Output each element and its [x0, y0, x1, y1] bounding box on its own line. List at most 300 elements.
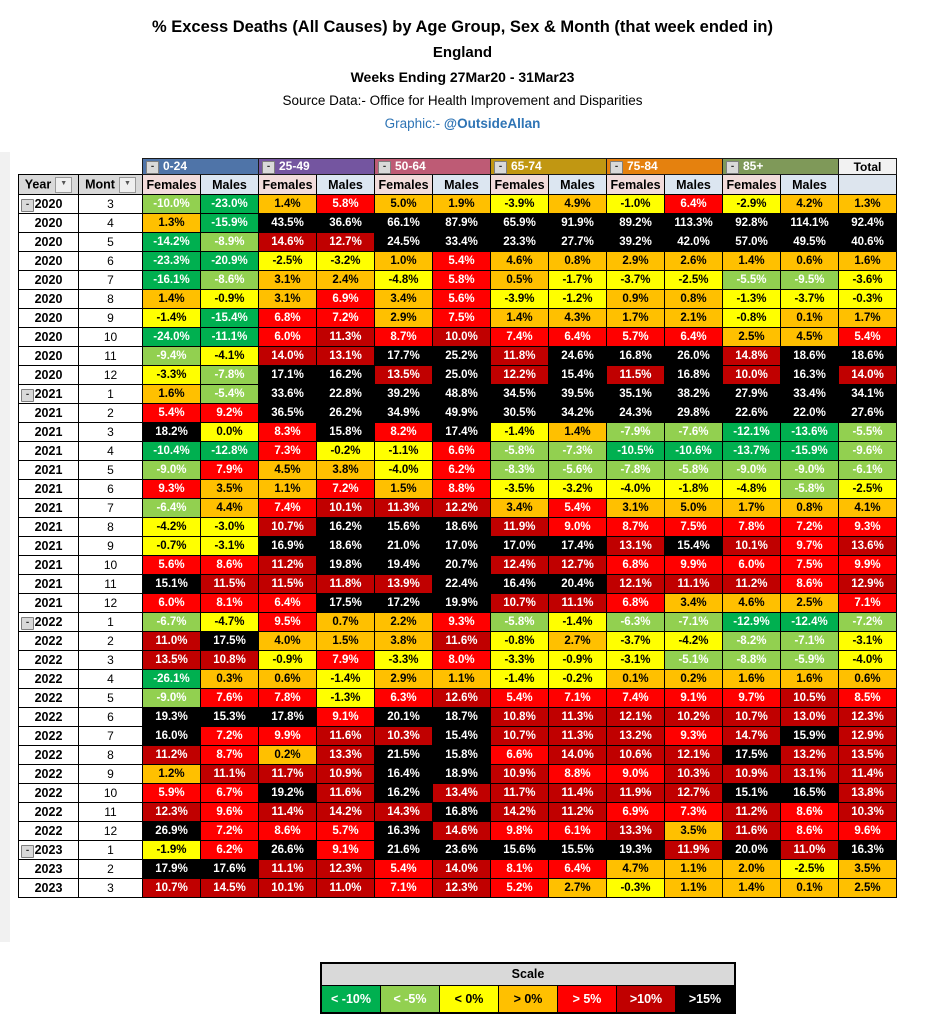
value-cell: 1.6%	[839, 252, 897, 271]
value-cell: -5.1%	[665, 651, 723, 670]
value-cell: 25.0%	[433, 366, 491, 385]
value-cell: 13.1%	[781, 765, 839, 784]
value-cell: 10.3%	[665, 765, 723, 784]
value-cell: -3.1%	[607, 651, 665, 670]
value-cell: 16.3%	[375, 822, 433, 841]
value-cell: 3.5%	[839, 860, 897, 879]
year-value: 2020	[34, 235, 63, 249]
value-cell: 1.5%	[375, 480, 433, 499]
value-cell: 15.6%	[491, 841, 549, 860]
year-cell	[19, 385, 79, 404]
value-cell: -0.8%	[491, 632, 549, 651]
value-cell: 4.5%	[781, 328, 839, 347]
value-cell: 26.6%	[259, 841, 317, 860]
value-cell: -0.9%	[259, 651, 317, 670]
value-cell: -12.8%	[201, 442, 259, 461]
value-cell: -10.0%	[143, 195, 201, 214]
value-cell: 9.0%	[549, 518, 607, 537]
year-cell	[19, 860, 79, 879]
value-cell: 22.8%	[317, 385, 375, 404]
value-cell: 11.9%	[665, 841, 723, 860]
table-row	[19, 214, 897, 233]
value-cell: 42.0%	[665, 233, 723, 252]
collapse-group-icon[interactable]: -	[262, 161, 275, 174]
value-cell: 11.0%	[781, 841, 839, 860]
table-row	[19, 423, 897, 442]
value-cell: 9.9%	[665, 556, 723, 575]
value-cell: 27.6%	[839, 404, 897, 423]
value-cell: 33.4%	[433, 233, 491, 252]
value-cell: 3.8%	[375, 632, 433, 651]
table-row	[19, 708, 897, 727]
table-row	[19, 537, 897, 556]
value-cell: 18.6%	[781, 347, 839, 366]
value-cell: 13.5%	[143, 651, 201, 670]
year-cell	[19, 214, 79, 233]
value-cell: 34.9%	[375, 404, 433, 423]
value-cell: 7.4%	[259, 499, 317, 518]
year-value: 2023	[34, 881, 63, 895]
value-cell: -11.1%	[201, 328, 259, 347]
value-cell: 10.7%	[491, 727, 549, 746]
value-cell: 0.8%	[781, 499, 839, 518]
table-row	[19, 480, 897, 499]
value-cell: 16.2%	[375, 784, 433, 803]
value-cell: -3.9%	[491, 290, 549, 309]
value-cell: 2.9%	[375, 670, 433, 689]
year-value: 2022	[34, 805, 63, 819]
value-cell: 8.6%	[201, 556, 259, 575]
value-cell: 10.6%	[607, 746, 665, 765]
value-cell: 3.1%	[259, 290, 317, 309]
year-filter-header	[19, 175, 79, 195]
collapse-year-icon[interactable]: -	[21, 199, 34, 212]
females-column-header: Females	[491, 175, 549, 195]
value-cell: -6.3%	[607, 613, 665, 632]
month-cell: 1	[79, 385, 143, 404]
year-cell	[19, 613, 79, 632]
month-cell: 9	[79, 765, 143, 784]
value-cell: 11.9%	[607, 784, 665, 803]
value-cell: 14.8%	[723, 347, 781, 366]
credit-line	[0, 116, 925, 131]
value-cell: 6.7%	[201, 784, 259, 803]
value-cell: 9.3%	[665, 727, 723, 746]
value-cell: 5.4%	[433, 252, 491, 271]
males-column-header: Males	[781, 175, 839, 195]
value-cell: -7.8%	[607, 461, 665, 480]
value-cell: 9.6%	[201, 803, 259, 822]
scale-legend-title: Scale	[322, 964, 734, 986]
value-cell: -0.9%	[549, 651, 607, 670]
month-cell: 9	[79, 537, 143, 556]
value-cell: 20.1%	[375, 708, 433, 727]
value-cell: -3.1%	[839, 632, 897, 651]
value-cell: 13.2%	[781, 746, 839, 765]
month-filter-header-label: Mont	[85, 176, 115, 191]
year-value: 2021	[34, 558, 63, 572]
year-cell	[19, 632, 79, 651]
value-cell: 12.7%	[665, 784, 723, 803]
year-value: 2022	[34, 748, 63, 762]
value-cell: 17.8%	[259, 708, 317, 727]
value-cell: -2.5%	[781, 860, 839, 879]
value-cell: 2.0%	[723, 860, 781, 879]
table-row	[19, 195, 897, 214]
value-cell: -3.6%	[839, 271, 897, 290]
value-cell: 1.3%	[143, 214, 201, 233]
collapse-group-icon[interactable]: -	[494, 161, 507, 174]
value-cell: -5.5%	[723, 271, 781, 290]
value-cell: 7.3%	[665, 803, 723, 822]
value-cell: -9.0%	[723, 461, 781, 480]
year-value: 2023	[34, 843, 63, 857]
value-cell: 16.8%	[665, 366, 723, 385]
value-cell: -4.8%	[375, 271, 433, 290]
value-cell: 6.8%	[607, 556, 665, 575]
value-cell: -1.0%	[607, 195, 665, 214]
value-cell: -1.2%	[549, 290, 607, 309]
value-cell: -15.4%	[201, 309, 259, 328]
value-cell: -0.2%	[549, 670, 607, 689]
month-cell: 11	[79, 347, 143, 366]
scale-bin: < 0%	[439, 986, 498, 1012]
value-cell: 16.8%	[433, 803, 491, 822]
value-cell: -7.6%	[665, 423, 723, 442]
value-cell: -1.3%	[723, 290, 781, 309]
table-row	[19, 366, 897, 385]
collapse-year-icon[interactable]: -	[21, 389, 34, 402]
collapse-group-icon[interactable]: -	[726, 161, 739, 174]
value-cell: 8.6%	[781, 803, 839, 822]
filter-dropdown-icon[interactable]: ▼	[119, 177, 136, 193]
year-cell	[19, 841, 79, 860]
value-cell: 8.6%	[781, 822, 839, 841]
value-cell: 15.4%	[549, 366, 607, 385]
value-cell: 13.1%	[607, 537, 665, 556]
value-cell: 10.9%	[491, 765, 549, 784]
table-row	[19, 461, 897, 480]
year-cell	[19, 784, 79, 803]
year-value: 2021	[34, 539, 63, 553]
collapse-group-icon[interactable]: -	[610, 161, 623, 174]
value-cell: 26.0%	[665, 347, 723, 366]
table-row	[19, 860, 897, 879]
value-cell: 38.2%	[665, 385, 723, 404]
month-cell: 12	[79, 594, 143, 613]
value-cell: 4.9%	[549, 195, 607, 214]
age-group-label: 25-49	[279, 159, 310, 174]
year-cell	[19, 347, 79, 366]
value-cell: 16.3%	[781, 366, 839, 385]
males-column-header: Males	[665, 175, 723, 195]
value-cell: -4.2%	[665, 632, 723, 651]
value-cell: 17.4%	[433, 423, 491, 442]
value-cell: 11.4%	[549, 784, 607, 803]
value-cell: 10.0%	[723, 366, 781, 385]
month-cell: 8	[79, 518, 143, 537]
value-cell: -4.2%	[143, 518, 201, 537]
month-cell: 7	[79, 499, 143, 518]
table-row	[19, 252, 897, 271]
month-cell: 11	[79, 575, 143, 594]
value-cell: 8.1%	[201, 594, 259, 613]
value-cell: 21.6%	[375, 841, 433, 860]
value-cell: 4.2%	[781, 195, 839, 214]
table-row	[19, 879, 897, 898]
value-cell: -15.9%	[201, 214, 259, 233]
value-cell: 11.6%	[433, 632, 491, 651]
value-cell: 16.2%	[317, 518, 375, 537]
value-cell: 14.0%	[549, 746, 607, 765]
value-cell: 6.8%	[607, 594, 665, 613]
table-row	[19, 309, 897, 328]
value-cell: 11.7%	[491, 784, 549, 803]
value-cell: 6.4%	[549, 860, 607, 879]
year-value: 2021	[34, 577, 63, 591]
value-cell: 10.7%	[143, 879, 201, 898]
value-cell: 22.0%	[781, 404, 839, 423]
value-cell: 19.3%	[607, 841, 665, 860]
value-cell: 12.9%	[839, 575, 897, 594]
value-cell: 9.9%	[259, 727, 317, 746]
value-cell: 14.3%	[375, 803, 433, 822]
excess-deaths-table	[18, 158, 897, 898]
value-cell: -4.8%	[723, 480, 781, 499]
collapse-year-icon[interactable]: -	[21, 617, 34, 630]
value-cell: 1.6%	[781, 670, 839, 689]
month-cell: 7	[79, 271, 143, 290]
value-cell: 21.5%	[375, 746, 433, 765]
value-cell: 34.1%	[839, 385, 897, 404]
value-cell: 12.3%	[839, 708, 897, 727]
value-cell: 7.9%	[317, 651, 375, 670]
value-cell: 20.4%	[549, 575, 607, 594]
value-cell: 1.0%	[375, 252, 433, 271]
value-cell: 9.7%	[723, 689, 781, 708]
value-cell: -5.8%	[665, 461, 723, 480]
males-column-header: Males	[433, 175, 491, 195]
value-cell: 14.0%	[259, 347, 317, 366]
value-cell: -26.1%	[143, 670, 201, 689]
value-cell: 17.4%	[549, 537, 607, 556]
value-cell: 15.9%	[781, 727, 839, 746]
value-cell: 5.2%	[491, 879, 549, 898]
year-cell	[19, 537, 79, 556]
value-cell: 5.8%	[317, 195, 375, 214]
age-group-header-50-64	[375, 159, 491, 175]
value-cell: 7.2%	[317, 480, 375, 499]
value-cell: -5.8%	[491, 613, 549, 632]
value-cell: 3.1%	[607, 499, 665, 518]
value-cell: 7.3%	[259, 442, 317, 461]
value-cell: -3.5%	[491, 480, 549, 499]
month-cell: 12	[79, 822, 143, 841]
age-group-header-75-84	[607, 159, 723, 175]
value-cell: 8.7%	[607, 518, 665, 537]
value-cell: 12.4%	[491, 556, 549, 575]
value-cell: 2.9%	[607, 252, 665, 271]
month-cell: 4	[79, 214, 143, 233]
year-value: 2021	[34, 501, 63, 515]
value-cell: 9.1%	[665, 689, 723, 708]
filter-dropdown-icon[interactable]: ▼	[55, 177, 72, 193]
value-cell: -5.5%	[839, 423, 897, 442]
value-cell: 8.1%	[491, 860, 549, 879]
value-cell: 2.6%	[665, 252, 723, 271]
value-cell: 87.9%	[433, 214, 491, 233]
value-cell: 114.1%	[781, 214, 839, 233]
value-cell: -3.3%	[491, 651, 549, 670]
value-cell: 9.3%	[143, 480, 201, 499]
year-cell	[19, 442, 79, 461]
value-cell: 6.2%	[201, 841, 259, 860]
scale-bin: >15%	[675, 986, 734, 1012]
outline-gutter	[0, 152, 10, 942]
year-value: 2021	[34, 482, 63, 496]
value-cell: -0.3%	[607, 879, 665, 898]
age-band-row	[19, 159, 897, 175]
value-cell: 3.4%	[665, 594, 723, 613]
value-cell: 6.4%	[665, 195, 723, 214]
value-cell: 0.7%	[317, 613, 375, 632]
year-value: 2022	[34, 786, 63, 800]
value-cell: -12.1%	[723, 423, 781, 442]
value-cell: 13.3%	[317, 746, 375, 765]
value-cell: 11.6%	[723, 822, 781, 841]
value-cell: -23.3%	[143, 252, 201, 271]
value-cell: 5.0%	[375, 195, 433, 214]
table-row	[19, 575, 897, 594]
value-cell: 66.1%	[375, 214, 433, 233]
table-row	[19, 442, 897, 461]
value-cell: 0.6%	[839, 670, 897, 689]
year-value: 2020	[34, 273, 63, 287]
table-row	[19, 670, 897, 689]
value-cell: 0.9%	[607, 290, 665, 309]
value-cell: -24.0%	[143, 328, 201, 347]
females-column-header: Females	[259, 175, 317, 195]
month-cell: 6	[79, 480, 143, 499]
value-cell: -1.4%	[317, 670, 375, 689]
value-cell: 9.2%	[201, 404, 259, 423]
value-cell: -15.9%	[781, 442, 839, 461]
table-row	[19, 613, 897, 632]
year-cell	[19, 879, 79, 898]
value-cell: 1.7%	[839, 309, 897, 328]
value-cell: 15.8%	[433, 746, 491, 765]
value-cell: -7.2%	[839, 613, 897, 632]
year-cell	[19, 461, 79, 480]
value-cell: 5.0%	[665, 499, 723, 518]
value-cell: -20.9%	[201, 252, 259, 271]
value-cell: 12.1%	[607, 708, 665, 727]
value-cell: 15.6%	[375, 518, 433, 537]
value-cell: 14.0%	[839, 366, 897, 385]
table-body	[19, 195, 897, 898]
value-cell: 10.3%	[375, 727, 433, 746]
collapse-group-icon[interactable]: -	[378, 161, 391, 174]
value-cell: 11.2%	[549, 803, 607, 822]
value-cell: 39.2%	[375, 385, 433, 404]
value-cell: 2.2%	[375, 613, 433, 632]
table-row	[19, 499, 897, 518]
year-cell	[19, 746, 79, 765]
value-cell: 11.1%	[549, 594, 607, 613]
value-cell: 8.3%	[259, 423, 317, 442]
value-cell: 13.9%	[375, 575, 433, 594]
value-cell: 6.1%	[549, 822, 607, 841]
value-cell: -1.7%	[549, 271, 607, 290]
value-cell: -9.5%	[781, 271, 839, 290]
value-cell: 92.4%	[839, 214, 897, 233]
month-cell: 7	[79, 727, 143, 746]
value-cell: 39.5%	[549, 385, 607, 404]
band-spacer	[19, 159, 143, 175]
females-column-header: Females	[143, 175, 201, 195]
value-cell: -9.4%	[143, 347, 201, 366]
year-value: 2021	[34, 387, 63, 401]
value-cell: -1.4%	[491, 670, 549, 689]
value-cell: 1.4%	[259, 195, 317, 214]
month-cell: 4	[79, 670, 143, 689]
value-cell: -3.7%	[607, 632, 665, 651]
value-cell: 16.8%	[607, 347, 665, 366]
year-cell	[19, 309, 79, 328]
value-cell: 5.4%	[491, 689, 549, 708]
value-cell: -6.4%	[143, 499, 201, 518]
value-cell: 13.0%	[781, 708, 839, 727]
table-row	[19, 765, 897, 784]
value-cell: 12.3%	[143, 803, 201, 822]
year-cell	[19, 366, 79, 385]
value-cell: 9.5%	[259, 613, 317, 632]
value-cell: 6.8%	[259, 309, 317, 328]
year-filter-header-label: Year	[24, 176, 52, 191]
value-cell: 35.1%	[607, 385, 665, 404]
collapse-group-icon[interactable]: -	[146, 161, 159, 174]
value-cell: 12.7%	[317, 233, 375, 252]
value-cell: 4.5%	[259, 461, 317, 480]
month-cell: 2	[79, 404, 143, 423]
value-cell: -9.6%	[839, 442, 897, 461]
year-cell	[19, 404, 79, 423]
month-cell: 4	[79, 442, 143, 461]
value-cell: 5.4%	[143, 404, 201, 423]
value-cell: -4.0%	[375, 461, 433, 480]
year-value: 2022	[34, 824, 63, 838]
scale-bin: > 5%	[557, 986, 616, 1012]
value-cell: -7.1%	[665, 613, 723, 632]
year-cell	[19, 556, 79, 575]
value-cell: 8.7%	[375, 328, 433, 347]
value-cell: 1.9%	[433, 195, 491, 214]
value-cell: 57.0%	[723, 233, 781, 252]
year-value: 2022	[34, 672, 63, 686]
value-cell: 16.4%	[375, 765, 433, 784]
value-cell: 2.9%	[375, 309, 433, 328]
value-cell: 113.3%	[665, 214, 723, 233]
scale-bin: >10%	[616, 986, 675, 1012]
year-value: 2022	[34, 634, 63, 648]
males-column-header: Males	[317, 175, 375, 195]
value-cell: 27.7%	[549, 233, 607, 252]
value-cell: -12.4%	[781, 613, 839, 632]
collapse-year-icon[interactable]: -	[21, 845, 34, 858]
value-cell: -5.8%	[781, 480, 839, 499]
value-cell: 18.2%	[143, 423, 201, 442]
value-cell: -7.3%	[549, 442, 607, 461]
